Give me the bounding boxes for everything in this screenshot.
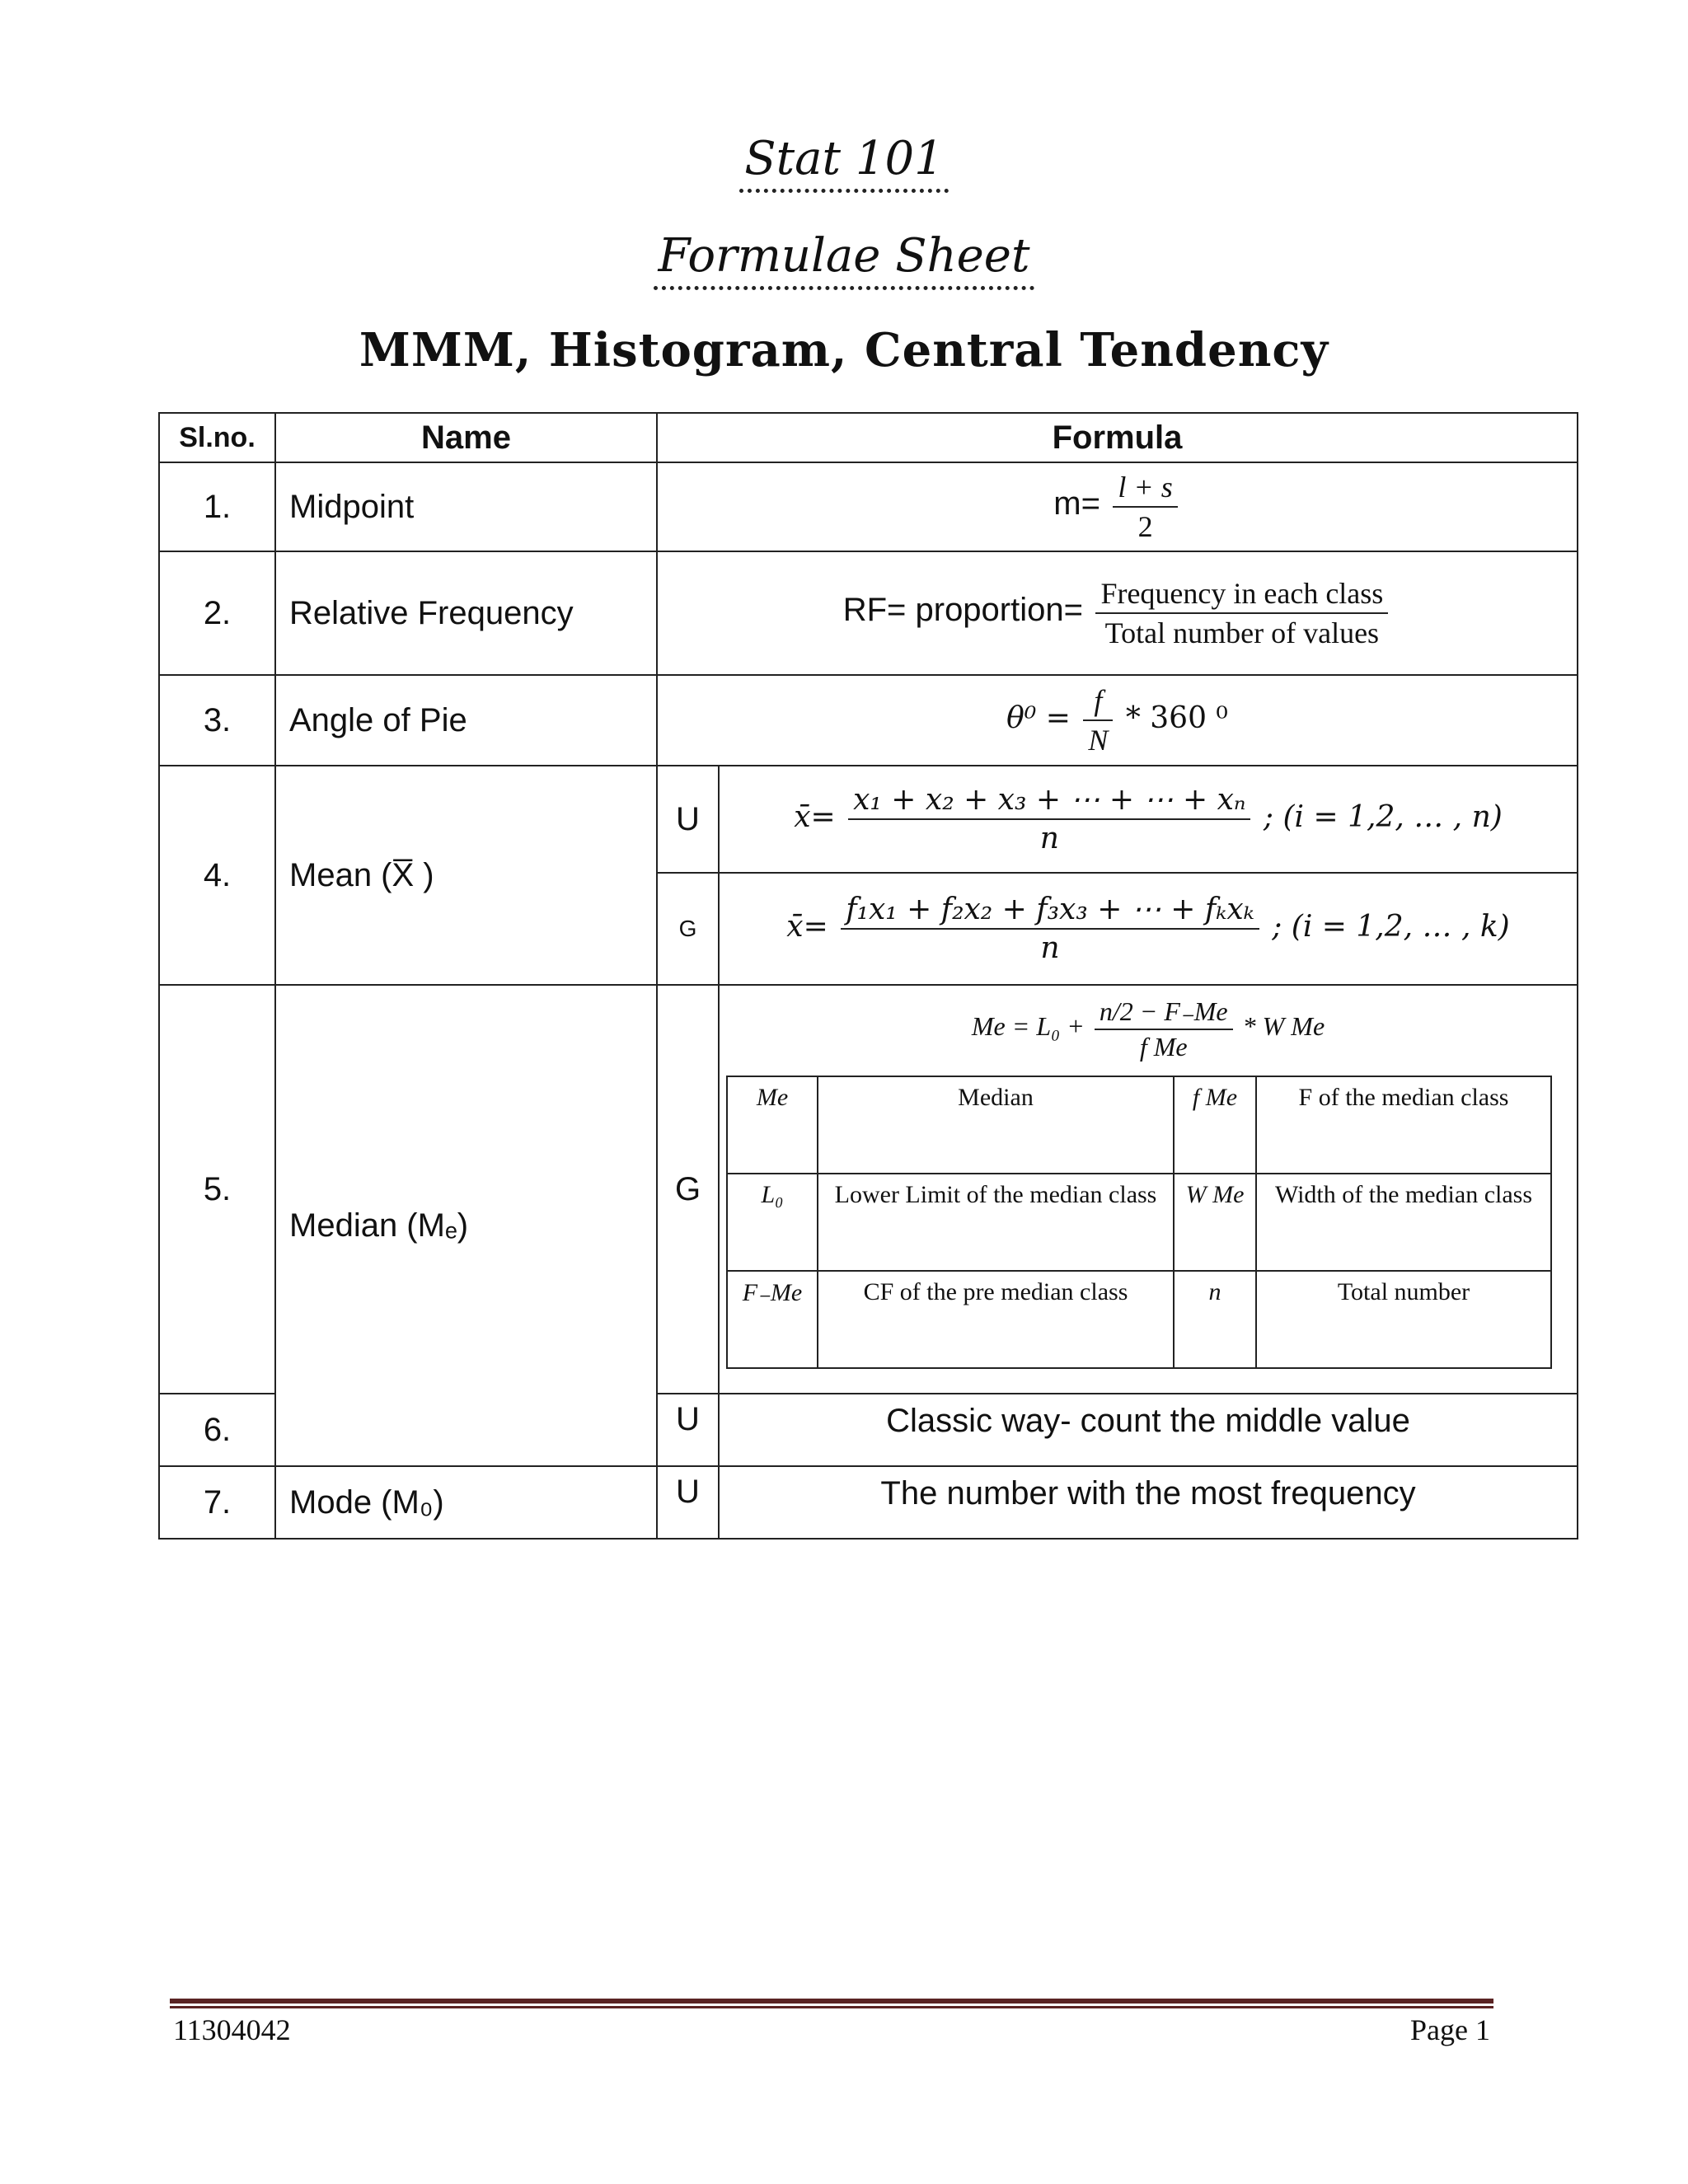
- formula-mean-grouped: [719, 873, 1578, 985]
- median-formula: [720, 994, 1577, 1064]
- formula-prefix: RF= proportion=: [842, 592, 1083, 628]
- numerator: n/2 − F₋Me: [1095, 994, 1233, 1030]
- denominator: 2: [1137, 510, 1153, 543]
- denominator: n: [1040, 931, 1060, 965]
- title-sheet-text: Formulae Sheet: [654, 229, 1035, 290]
- legend-row: [727, 1076, 1551, 1174]
- row-number: 4.: [159, 766, 275, 985]
- fraction: [1095, 574, 1388, 652]
- denominator: N: [1088, 724, 1109, 757]
- formula-suffix: * 360 ⁰: [1125, 701, 1228, 735]
- table-header-row: [159, 413, 1578, 462]
- row-name: Median (Mₑ): [275, 985, 657, 1466]
- row-number: 1.: [159, 462, 275, 551]
- mode-text: The number with the most frequency: [719, 1466, 1578, 1539]
- legend-description: CF of the pre median class: [818, 1271, 1174, 1368]
- row-number: 3.: [159, 675, 275, 766]
- table-row: [159, 1466, 1578, 1539]
- formula-angle-of-pie: [657, 675, 1578, 766]
- formula-median: [719, 985, 1578, 1394]
- legend-row: [727, 1271, 1551, 1368]
- fraction: [848, 781, 1250, 857]
- table-row: [159, 985, 1578, 1394]
- legend-symbol: L₀: [727, 1174, 818, 1271]
- table-row: [159, 766, 1578, 873]
- legend-symbol: n: [1174, 1271, 1256, 1368]
- legend-symbol: Me: [727, 1076, 818, 1174]
- fraction: [1083, 682, 1113, 759]
- numerator: l + s: [1113, 468, 1177, 508]
- formula-prefix: θ⁰ =: [1006, 701, 1071, 735]
- footer-page-number: Page 1: [1410, 2013, 1490, 2046]
- table-row: [159, 551, 1578, 675]
- formula-lhs: x̄=: [794, 800, 836, 834]
- formula-lhs: x̄=: [786, 910, 828, 944]
- type-grouped: G: [657, 873, 719, 985]
- formula-lhs: Me = L₀ +: [971, 1010, 1085, 1041]
- legend-row: [727, 1174, 1551, 1271]
- title-sheet: [0, 229, 1688, 283]
- numerator: f₁x₁ + f₂x₂ + f₃x₃ + ⋯ + fₖxₖ: [841, 891, 1259, 930]
- legend-symbol: F₋Me: [727, 1271, 818, 1368]
- header-sl: Sl.no.: [159, 413, 275, 462]
- type-ungrouped: U: [657, 1394, 719, 1466]
- legend-symbol: W Me: [1174, 1174, 1256, 1271]
- header-formula: Formula: [657, 413, 1578, 462]
- fraction: [841, 891, 1259, 967]
- header-name: Name: [275, 413, 657, 462]
- legend-symbol: f Me: [1174, 1076, 1256, 1174]
- row-number: 6.: [159, 1394, 275, 1466]
- median-legend-table: [726, 1076, 1552, 1369]
- formula-midpoint: [657, 462, 1578, 551]
- numerator: f: [1083, 682, 1113, 721]
- title-course-text: Stat 101: [739, 132, 948, 193]
- denominator: Total number of values: [1104, 616, 1380, 649]
- denominator: n: [1039, 822, 1059, 855]
- title-topic: MMM, Histogram, Central Tendency: [359, 323, 1329, 377]
- type-ungrouped: U: [657, 766, 719, 873]
- numerator: Frequency in each class: [1095, 574, 1388, 614]
- row-number: 7.: [159, 1466, 275, 1539]
- footer-rule-thick: [170, 1999, 1493, 2004]
- row-number: 5.: [159, 985, 275, 1394]
- fraction: [1095, 994, 1233, 1064]
- formula-mean-ungrouped: [719, 766, 1578, 873]
- legend-description: Lower Limit of the median class: [818, 1174, 1174, 1271]
- table-row: [159, 675, 1578, 766]
- legend-description: Total number: [1256, 1271, 1551, 1368]
- row-name: Mean (X̅ ): [275, 766, 657, 985]
- type-grouped: G: [657, 985, 719, 1394]
- legend-description: Width of the median class: [1256, 1174, 1551, 1271]
- formula-table: [158, 412, 1578, 1540]
- formula-prefix: m=: [1053, 485, 1100, 522]
- row-name: Angle of Pie: [275, 675, 657, 766]
- denominator: f Me: [1139, 1032, 1188, 1062]
- median-classic-text: Classic way- count the middle value: [719, 1394, 1578, 1466]
- row-name: Mode (M₀): [275, 1466, 657, 1539]
- type-ungrouped: U: [657, 1466, 719, 1539]
- numerator: x₁ + x₂ + x₃ + ⋯ + ⋯ + xₙ: [848, 781, 1250, 820]
- fraction: [1113, 468, 1177, 546]
- row-name: Midpoint: [275, 462, 657, 551]
- legend-description: Median: [818, 1076, 1174, 1174]
- legend-description: F of the median class: [1256, 1076, 1551, 1174]
- footer-id: 11304042: [173, 2013, 291, 2046]
- table-row: [159, 462, 1578, 551]
- formula-suffix: ; (i = 1,2, … , n): [1263, 800, 1503, 834]
- row-number: 2.: [159, 551, 275, 675]
- title-course: [0, 132, 1688, 185]
- row-name: Relative Frequency: [275, 551, 657, 675]
- formula-suffix: ; (i = 1,2, … , k): [1272, 910, 1510, 944]
- footer-rule-thin: [170, 2006, 1493, 2008]
- formula-suffix: * W Me: [1242, 1010, 1325, 1041]
- formula-relative-frequency: [657, 551, 1578, 675]
